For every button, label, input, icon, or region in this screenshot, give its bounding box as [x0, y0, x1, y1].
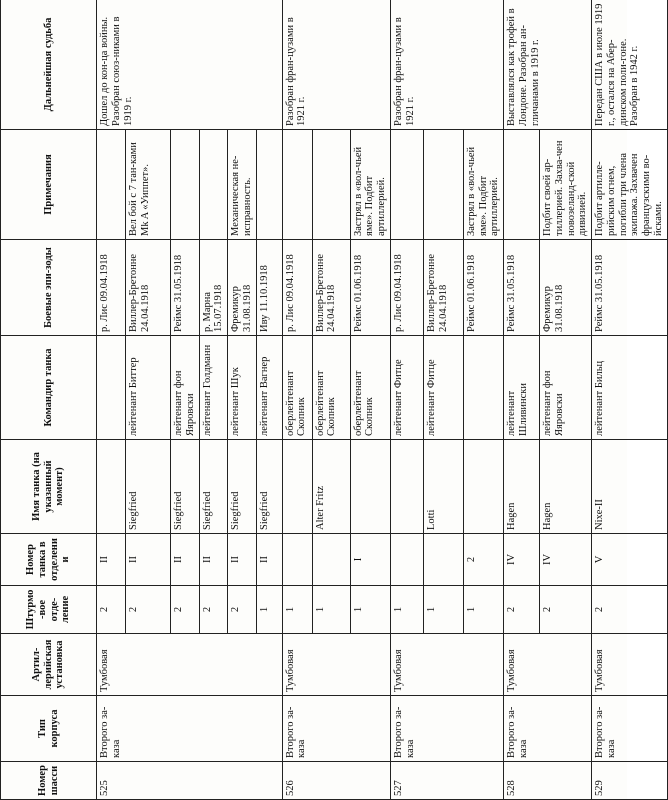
cell-tank-name: Nixe-II: [592, 440, 668, 534]
cell-tank-number: I: [350, 534, 390, 586]
cell-battles: Реймс 31.05.1918: [171, 240, 200, 336]
cell-notes: Подбит своей ар-тиллерией. Захва-чен новозеланд-ской дивизией.: [540, 130, 592, 240]
cell-assault-section: 2: [199, 586, 228, 634]
cell-chassis-number: 528: [504, 762, 592, 800]
cell-assault-section: 1: [282, 586, 312, 634]
cell-tank-number: 2: [463, 534, 503, 586]
cell-commander: лейтенант фон Яяровски: [540, 336, 592, 440]
cell-notes: Вел бой с 7 тан-ками Mk A «Уиппет».: [126, 130, 171, 240]
cell-notes: [171, 130, 200, 240]
cell-assault-section: 1: [312, 586, 350, 634]
cell-chassis-number: 529: [592, 762, 668, 800]
cell-assault-section: 2: [592, 586, 668, 634]
header-fate: Дальнейшая судьба: [1, 0, 97, 130]
cell-notes: [256, 130, 282, 240]
cell-battles: р. Лис 09.04.1918: [282, 240, 312, 336]
cell-notes: [423, 130, 463, 240]
cell-tank-number: II: [228, 534, 257, 586]
cell-fate: Передан США в июле 1919 г., остался на Абер-динском поли-гоне. Разобран в 1942 г.: [592, 0, 668, 130]
cell-assault-section: 1: [423, 586, 463, 634]
cell-commander: оберлейтенант Скопник: [312, 336, 350, 440]
cell-notes: [282, 130, 312, 240]
cell-commander: оберлейтенант Скопник: [282, 336, 312, 440]
cell-chassis-number: 527: [390, 762, 503, 800]
cell-battles: р. Лис 09.04.1918: [390, 240, 423, 336]
cell-battles: Иву 11.10.1918: [256, 240, 282, 336]
cell-commander: лейтенант Шук: [228, 336, 257, 440]
cell-tank-number: IV: [504, 534, 540, 586]
table-row: [504, 0, 540, 800]
cell-tank-number: II: [199, 534, 228, 586]
cell-commander: [97, 336, 126, 440]
cell-commander: лейтенант Шливински: [504, 336, 540, 440]
header-chassis-number: Номер шасси: [1, 762, 97, 800]
cell-tank-number: II: [126, 534, 171, 586]
cell-assault-section: 2: [540, 586, 592, 634]
cell-tank-name: [390, 440, 423, 534]
cell-assault-section: 1: [390, 586, 423, 634]
cell-tank-number: [423, 534, 463, 586]
header-row: [1, 0, 97, 800]
cell-battles: Виллер-Бретонне 24.04.1918: [312, 240, 350, 336]
header-assault-section: Штурмо-вое отде-ление: [1, 586, 97, 634]
cell-battles: Фремикур 31.08.1918: [228, 240, 257, 336]
cell-tank-number: [312, 534, 350, 586]
table-row: [282, 0, 312, 800]
cell-tank-name: Alter Fritz: [312, 440, 350, 534]
cell-commander: лейтенант Бильц: [592, 336, 668, 440]
cell-tank-name: Siegfried: [199, 440, 228, 534]
cell-tank-name: [463, 440, 503, 534]
cell-tank-name: [97, 440, 126, 534]
cell-fate: Разобран фран-цузами в 1921 г.: [390, 0, 503, 130]
cell-battles: Реймс 01.06.1918: [463, 240, 503, 336]
cell-hull-type: Второго за-каза: [282, 696, 390, 762]
cell-commander: лейтенант Фитце: [390, 336, 423, 440]
header-tank-name: Имя танка (на указанный момент): [1, 440, 97, 534]
cell-assault-section: 2: [126, 586, 171, 634]
cell-commander: лейтенант Вагнер: [256, 336, 282, 440]
cell-assault-section: 1: [350, 586, 390, 634]
cell-tank-name: Siegfried: [126, 440, 171, 534]
cell-gun-mount: Тумбовая: [97, 634, 283, 696]
cell-assault-section: 2: [97, 586, 126, 634]
cell-battles: р. Марна 15.07.1918: [199, 240, 228, 336]
table-row: [390, 0, 423, 800]
header-gun-mount: Артил-лерийская установка: [1, 634, 97, 696]
cell-gun-mount: Тумбовая: [282, 634, 390, 696]
cell-fate: Дошел до кон-ца войны. Разобран союз-никами в 1919 г.: [97, 0, 283, 130]
cell-assault-section: 1: [256, 586, 282, 634]
cell-tank-number: II: [97, 534, 126, 586]
cell-assault-section: 2: [228, 586, 257, 634]
cell-tank-number: II: [171, 534, 200, 586]
cell-chassis-number: 526: [282, 762, 390, 800]
cell-commander: лейтенант фон Яяровски: [171, 336, 200, 440]
cell-notes: Механическая не-исправность.: [228, 130, 257, 240]
cell-tank-name: [282, 440, 312, 534]
cell-battles: Виллер-Бретонне 24.04.1918: [126, 240, 171, 336]
cell-notes: [312, 130, 350, 240]
cell-battles: Виллер-Бретонне 24.04.1918: [423, 240, 463, 336]
cell-hull-type: Второго за-каза: [390, 696, 503, 762]
cell-commander: лейтенант Биттер: [126, 336, 171, 440]
cell-tank-name: Siegfried: [171, 440, 200, 534]
cell-tank-name: Siegfried: [256, 440, 282, 534]
cell-commander: лейтенант Фитце: [423, 336, 463, 440]
cell-tank-number: II: [256, 534, 282, 586]
cell-tank-number: IV: [540, 534, 592, 586]
cell-tank-number: [282, 534, 312, 586]
cell-tank-number: [390, 534, 423, 586]
cell-fate: Выставлялся как трофей в Лондоне. Разобран ан-гличанами в 1919 г.: [504, 0, 592, 130]
cell-gun-mount: Тумбовая: [390, 634, 503, 696]
cell-tank-name: Hagen: [540, 440, 592, 534]
header-tank-number: Номер танка в отделении: [1, 534, 97, 586]
cell-gun-mount: Тумбовая: [592, 634, 668, 696]
cell-notes: Застрял в «вол-чьей яме». Подбит артиллерией.: [463, 130, 503, 240]
cell-commander: [463, 336, 503, 440]
cell-commander: оберлейтенант Скопник: [350, 336, 390, 440]
cell-commander: лейтенант Голдманн: [199, 336, 228, 440]
cell-notes: [199, 130, 228, 240]
header-commander: Командир танка: [1, 336, 97, 440]
cell-notes: Застрял в «вол-чьей яме». Подбит артиллерией.: [350, 130, 390, 240]
table-row: [97, 0, 126, 800]
cell-notes: [97, 130, 126, 240]
cell-notes: [504, 130, 540, 240]
cell-tank-name: Lotti: [423, 440, 463, 534]
cell-battles: р. Лис 09.04.1918: [97, 240, 126, 336]
cell-battles: Реймс 31.05.1918: [504, 240, 540, 336]
cell-tank-number: V: [592, 534, 668, 586]
header-battles: Боевые эпи-зоды: [1, 240, 97, 336]
cell-hull-type: Второго за-каза: [97, 696, 283, 762]
cell-hull-type: Второго за-каза: [592, 696, 668, 762]
cell-tank-name: Hagen: [504, 440, 540, 534]
header-hull-type: Тип корпуса: [1, 696, 97, 762]
cell-battles: Реймс 01.06.1918: [350, 240, 390, 336]
cell-assault-section: 2: [171, 586, 200, 634]
cell-battles: Реймс 31.05.1918: [592, 240, 668, 336]
cell-tank-name: [350, 440, 390, 534]
cell-fate: Разобран фран-цузами в 1921 г.: [282, 0, 390, 130]
cell-gun-mount: Тумбовая: [504, 634, 592, 696]
cell-chassis-number: 525: [97, 762, 283, 800]
table-body: [97, 0, 668, 800]
cell-notes: Подбит артилле-рийским огнем, погибли три члена экипажа. Захвачен французскими во-йсками.: [592, 130, 668, 240]
cell-assault-section: 2: [504, 586, 540, 634]
cell-hull-type: Второго за-каза: [504, 696, 592, 762]
header-notes: Примечания: [1, 130, 97, 240]
cell-battles: Фремикур 31.08.1918: [540, 240, 592, 336]
cell-notes: [390, 130, 423, 240]
cell-tank-name: Siegfried: [228, 440, 257, 534]
table-row: [592, 0, 668, 800]
cell-assault-section: 1: [463, 586, 503, 634]
